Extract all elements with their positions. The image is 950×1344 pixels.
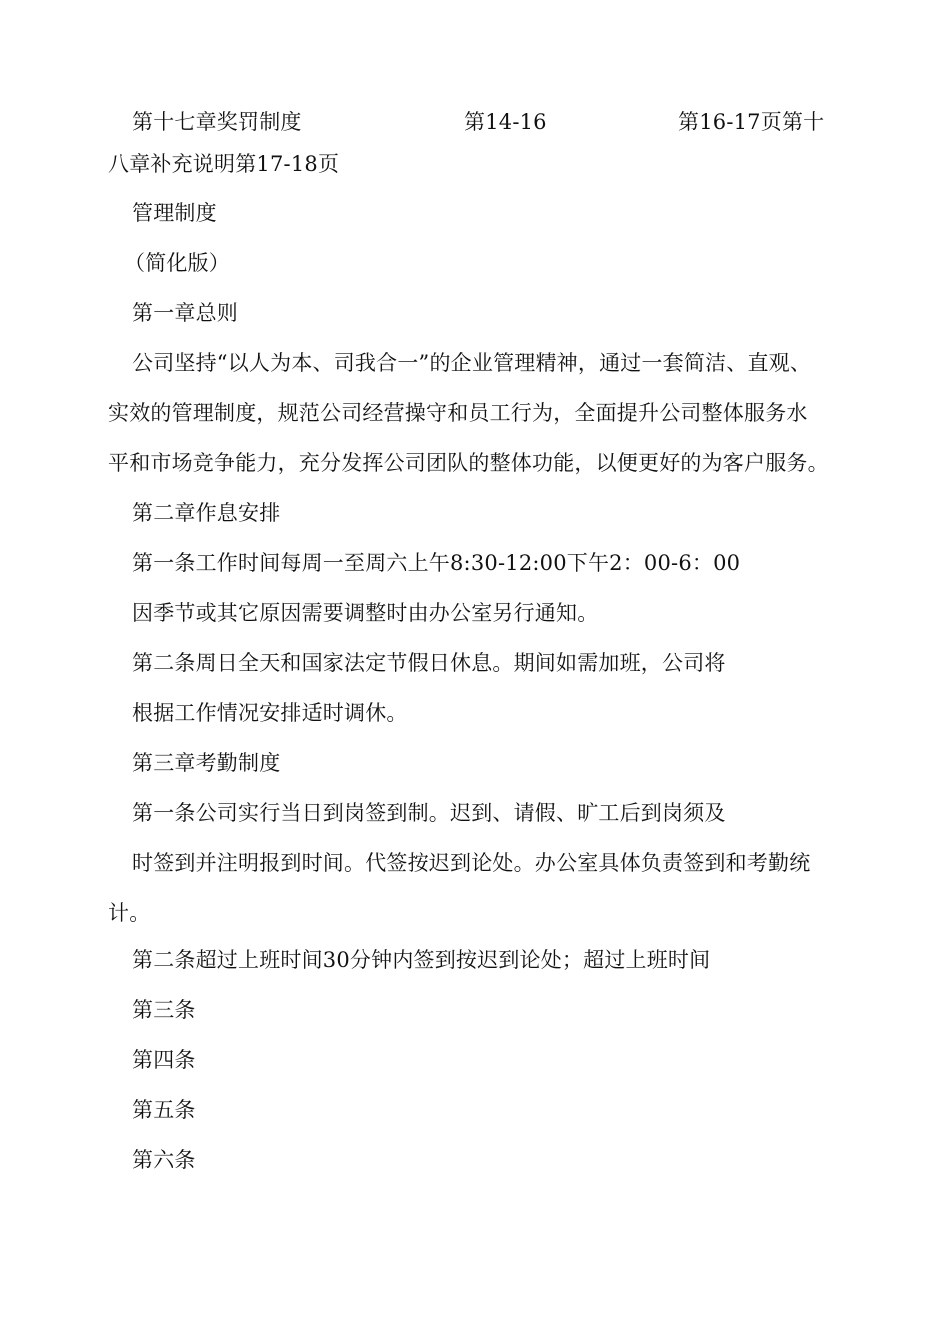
chapter1-para-line2: 实效的管理制度，规范公司经营操守和员工行为，全面提升公司整体服务水 — [108, 401, 808, 425]
chapter3-heading: 第三章考勤制度 — [132, 751, 281, 775]
chapter2-article1-line1: 第一条工作时间每周一至周六上午8:30-12:00下午2：00-6：00 — [132, 551, 741, 575]
chapter3-article1-line3: 计。 — [108, 901, 151, 925]
toc-item-18-continuation: 八章补充说明第17-18页 — [108, 152, 340, 176]
chapter2-article1-line2: 因季节或其它原因需要调整时由办公室另行通知。 — [132, 601, 599, 625]
chapter1-heading: 第一章总则 — [132, 301, 238, 325]
toc-pages-right: 第16-17页第十 — [678, 110, 825, 133]
chapter2-heading: 第二章作息安排 — [132, 501, 281, 525]
toc-item-17: 第十七章奖罚制度 — [132, 110, 302, 133]
chapter1-para-line3: 平和市场竞争能力，充分发挥公司团队的整体功能，以便更好的为客户服务。 — [108, 451, 829, 475]
document-subtitle: （简化版） — [124, 251, 230, 275]
chapter3-article1-line1: 第一条公司实行当日到岗签到制。迟到、请假、旷工后到岗须及 — [132, 801, 726, 825]
chapter3-article4: 第四条 — [132, 1048, 196, 1072]
chapter3-article5: 第五条 — [132, 1098, 196, 1122]
chapter3-article6: 第六条 — [132, 1148, 196, 1172]
document-title: 管理制度 — [132, 201, 217, 225]
toc-pages-mid: 第14-16 — [464, 110, 547, 133]
chapter3-article1-line2: 时签到并注明报到时间。代签按迟到论处。办公室具体负责签到和考勤统 — [132, 851, 811, 875]
chapter3-article2: 第二条超过上班时间30分钟内签到按迟到论处；超过上班时间 — [132, 948, 711, 972]
toc-fragment-row — [0, 104, 950, 133]
chapter2-article2-line2: 根据工作情况安排适时调休。 — [132, 701, 408, 725]
chapter1-para-line1: 公司坚持“以人为本、司我合一”的企业管理精神，通过一套简洁、直观、 — [132, 351, 812, 375]
chapter2-article2-line1: 第二条周日全天和国家法定节假日休息。期间如需加班，公司将 — [132, 651, 726, 675]
chapter3-article3: 第三条 — [132, 998, 196, 1022]
